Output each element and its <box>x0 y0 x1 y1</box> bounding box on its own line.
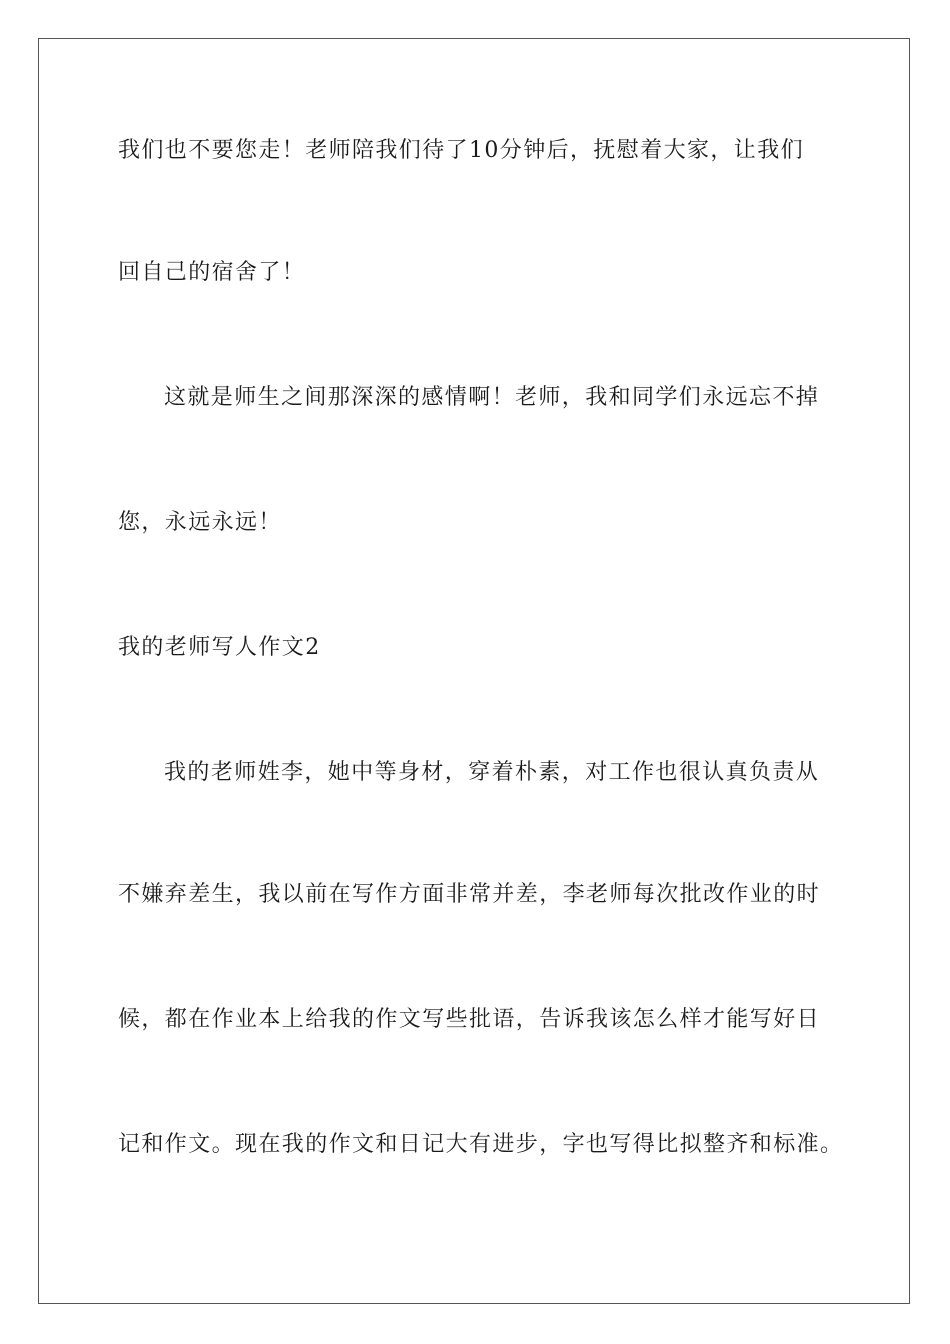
paragraph-line: 您，永远永远！ <box>118 510 282 535</box>
paragraph-line: 我的老师姓李，她中等身材，穿着朴素，对工作也很认真负责从 <box>164 760 820 785</box>
paragraph-line: 候，都在作业本上给我的作文写些批语，告诉我该怎么样才能写好日 <box>118 1007 821 1032</box>
paragraph-line: 不嫌弃差生，我以前在写作方面非常并差，李老师每次批改作业的时 <box>118 882 821 907</box>
paragraph-line: 记和作文。现在我的作文和日记大有进步，字也写得比拟整齐和标准。 <box>118 1132 844 1157</box>
section-heading: 我的老师写人作文2 <box>118 635 321 660</box>
page-border <box>38 38 910 1304</box>
paragraph-line: 回自己的宿舍了！ <box>118 260 306 285</box>
paragraph-line: 我们也不要您走！老师陪我们待了10分钟后，抚慰着大家，让我们 <box>118 138 804 163</box>
paragraph-line: 这就是师生之间那深深的感情啊！老师，我和同学们永远忘不掉 <box>164 385 820 410</box>
